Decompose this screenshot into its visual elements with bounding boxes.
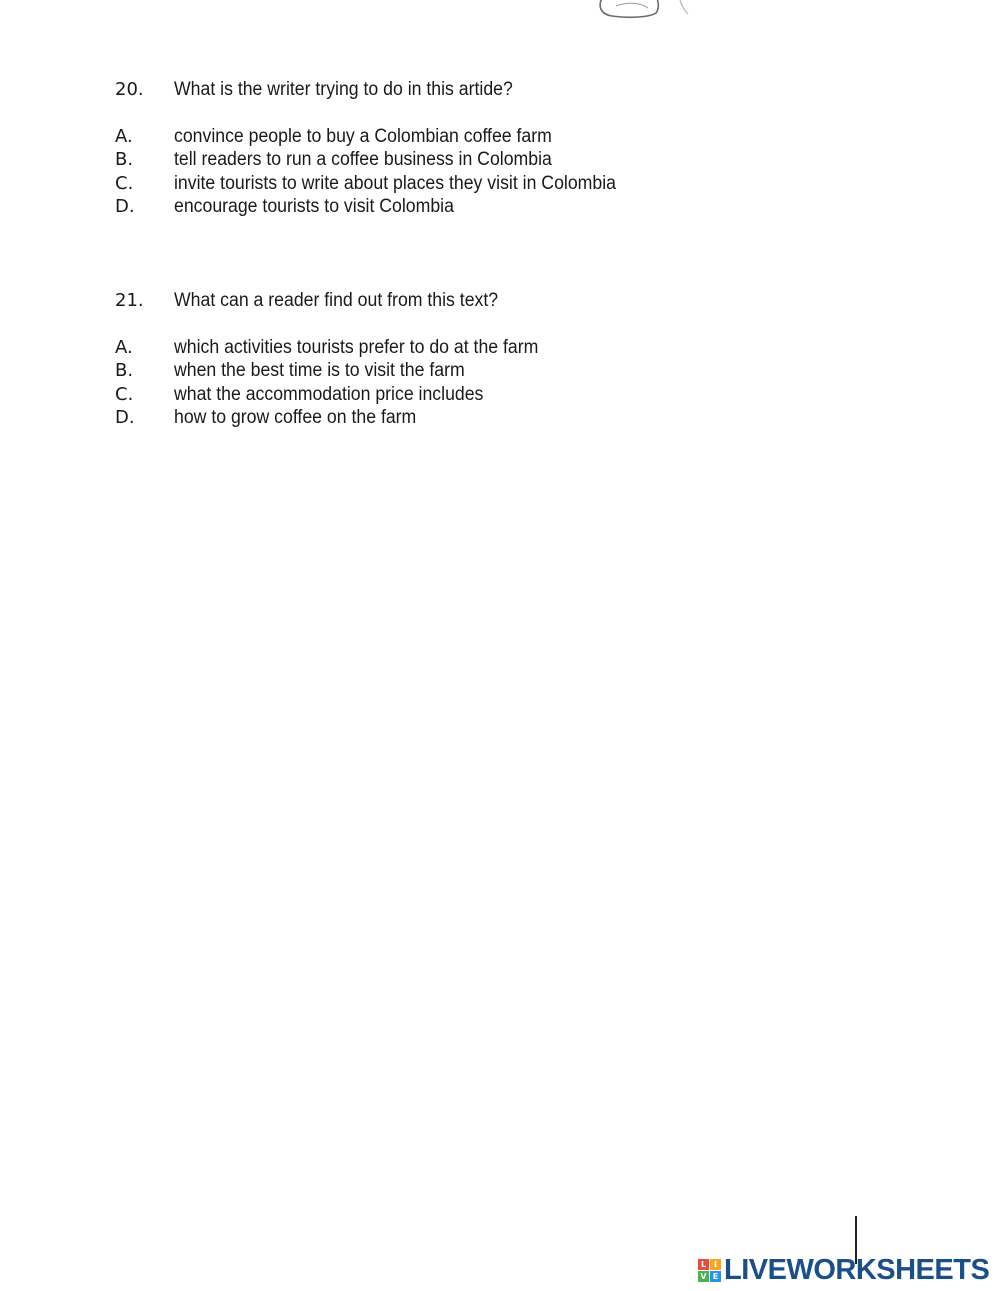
- logo-wordmark: LIVEWORKSHEETS: [724, 1253, 990, 1286]
- question-text: What can a reader find out from this text?: [174, 290, 499, 311]
- answer-option-d[interactable]: [115, 195, 875, 219]
- option-text: invite tourists to write about places they visit in Colombia: [174, 172, 616, 194]
- option-text: encourage tourists to visit Colombia: [174, 196, 454, 217]
- question-number: 20.: [115, 79, 144, 100]
- question-number: 21.: [115, 290, 144, 311]
- answer-option-c[interactable]: [115, 172, 875, 196]
- option-letter: D.: [115, 196, 135, 217]
- option-text: tell readers to run a coffee business in Colombia: [174, 149, 552, 170]
- option-text: which activities tourists prefer to do at the farm: [174, 336, 539, 358]
- option-text: what the accommodation price includes: [174, 383, 484, 405]
- pen-scribble-mark: [596, 0, 696, 26]
- option-letter: A.: [115, 125, 133, 147]
- option-text: when the best time is to visit the farm: [174, 360, 465, 381]
- liveworksheets-logo: [698, 1253, 989, 1287]
- answer-option-b[interactable]: [115, 359, 875, 383]
- option-text: how to grow coffee on the farm: [174, 407, 417, 428]
- option-letter: B.: [115, 149, 134, 170]
- option-letter: C.: [115, 172, 134, 194]
- answer-option-b[interactable]: [115, 148, 875, 172]
- logo-square-i: I: [710, 1259, 721, 1270]
- logo-square-v: V: [698, 1271, 709, 1282]
- option-text: convince people to buy a Colombian coffee farm: [174, 125, 552, 147]
- answer-option-a[interactable]: [115, 125, 875, 149]
- answer-option-a[interactable]: [115, 336, 875, 360]
- option-letter: C.: [115, 383, 134, 405]
- logo-square-l: L: [698, 1259, 709, 1270]
- answer-option-c[interactable]: [115, 383, 875, 407]
- question-21: [115, 289, 875, 430]
- question-stem: [115, 78, 875, 102]
- option-letter: D.: [115, 407, 135, 428]
- live-squares-icon: [698, 1259, 721, 1282]
- question-stem: [115, 289, 875, 313]
- answer-option-d[interactable]: [115, 406, 875, 430]
- question-20: [115, 78, 875, 219]
- question-text: What is the writer trying to do in this artide?: [174, 79, 513, 100]
- option-letter: A.: [115, 336, 133, 358]
- logo-square-e: E: [710, 1271, 721, 1282]
- option-letter: B.: [115, 360, 134, 381]
